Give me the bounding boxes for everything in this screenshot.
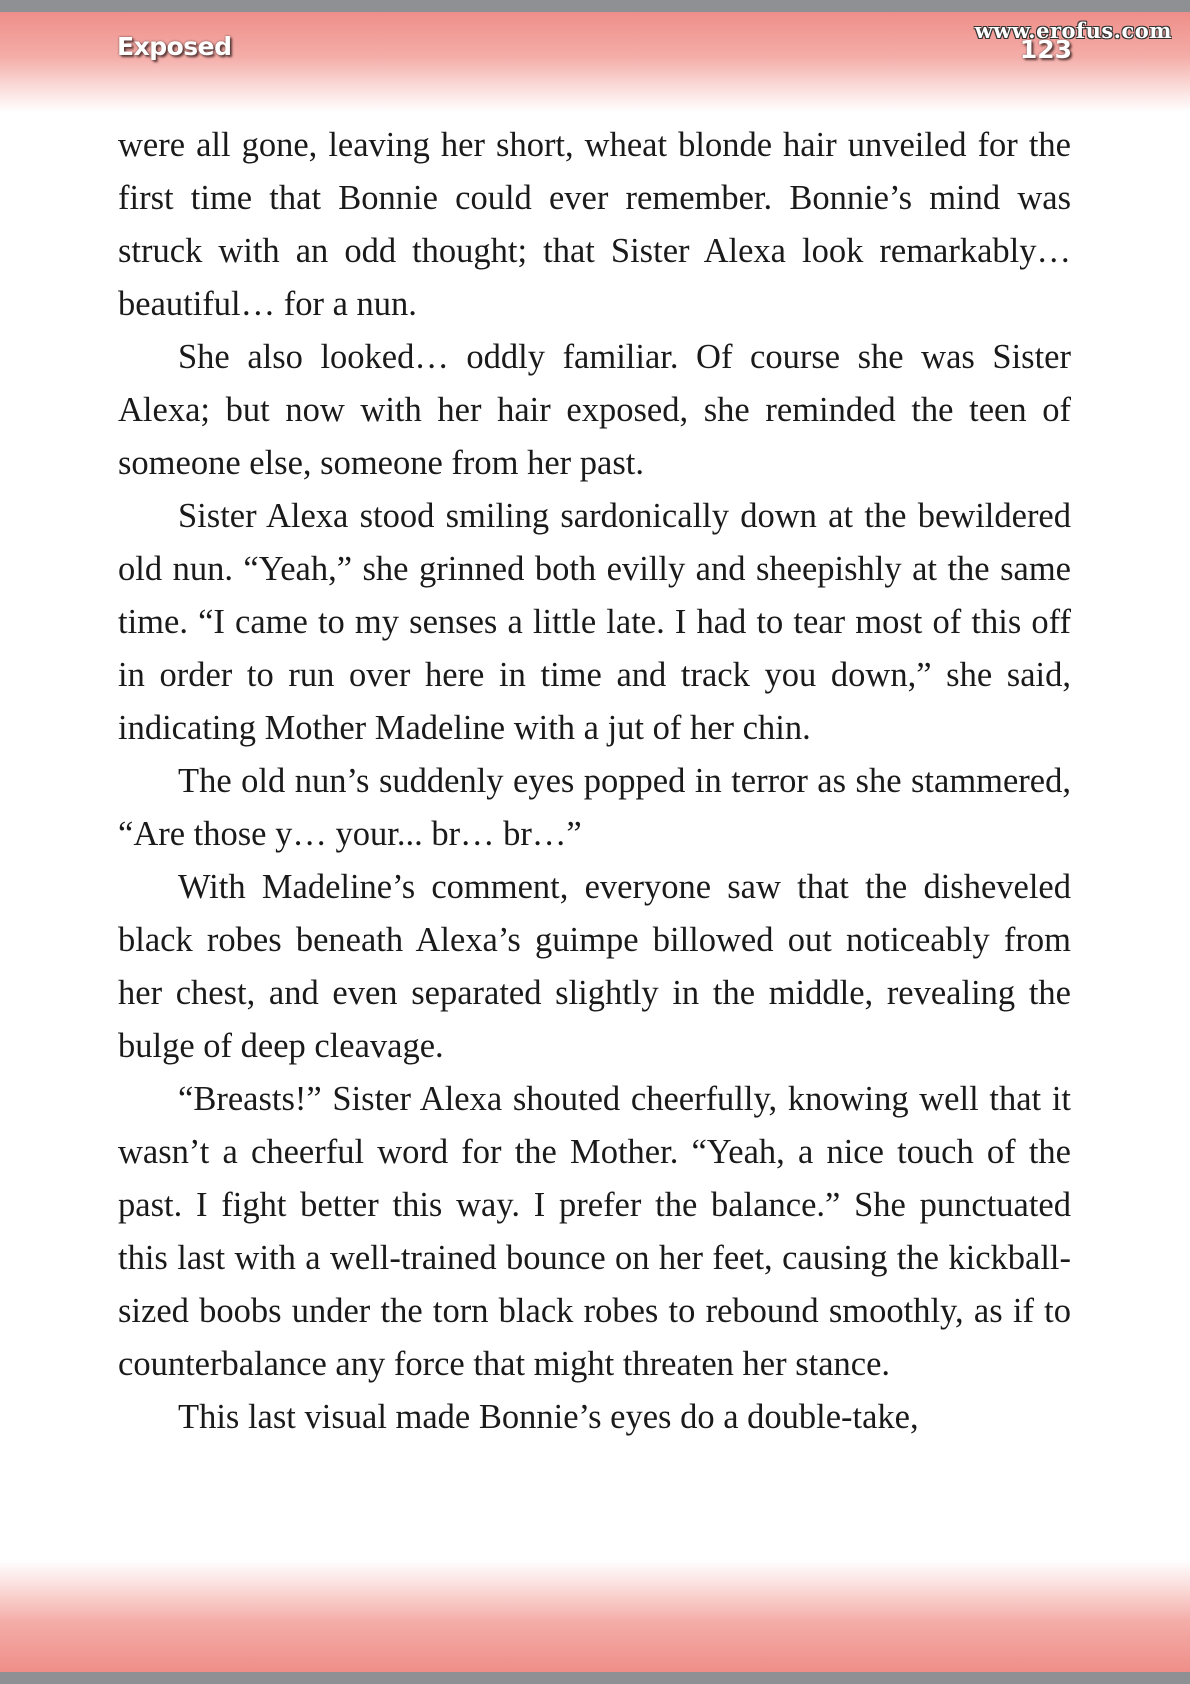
bottom-border bbox=[0, 1672, 1190, 1684]
page-body bbox=[118, 119, 1071, 1444]
page-number: 123 bbox=[1019, 35, 1072, 64]
top-border bbox=[0, 0, 1190, 12]
running-head-title: Exposed bbox=[117, 32, 232, 61]
paragraph: With Madeline’s comment, everyone saw that the disheveled black robes beneath Alexa’s guimpe billowed out noticeably from her chest, and even separated slightly in the middle, revealing the bulge of deep cleavage. bbox=[118, 868, 1071, 1065]
watermark-text: www.erofus.com bbox=[974, 18, 1172, 43]
paragraph: “Breasts!” Sister Alexa shouted cheerfully, knowing well that it wasn’t a cheerful word for the Mother. “Yeah, a nice touch of the past. I fight better this way. I prefer the balance.” She punctuated this last with a well-trained bounce on her feet, causing the kickball-sized boobs under the torn black robes to rebound smoothly, as if to counterbalance any force that might threaten her stance. bbox=[118, 1080, 1071, 1383]
footer-band bbox=[0, 1560, 1190, 1672]
paragraph: Sister Alexa stood smiling sardonically down at the bewildered old nun. “Yeah,” she grinned both evilly and sheepishly at the same time. “I came to my senses a little late. I had to tear most of this off in order to run over here in time and track you down,” she said, indicating Mother Madeline with a jut of her chin. bbox=[118, 497, 1071, 747]
paragraph: The old nun’s suddenly eyes popped in terror as she stammered, “Are those y… your... br… br…” bbox=[118, 762, 1071, 853]
paragraph: She also looked… oddly familiar. Of course she was Sister Alexa; but now with her hair exposed, she reminded the teen of someone else, someone from her past. bbox=[118, 338, 1071, 482]
paragraph: were all gone, leaving her short, wheat blonde hair unveiled for the first time that Bonnie could ever remember. Bonnie’s mind was struck with an odd thought; that Sister Alexa look remarkably… beautiful… for a nun. bbox=[118, 126, 1071, 323]
paragraph: This last visual made Bonnie’s eyes do a double-take, bbox=[178, 1398, 919, 1436]
